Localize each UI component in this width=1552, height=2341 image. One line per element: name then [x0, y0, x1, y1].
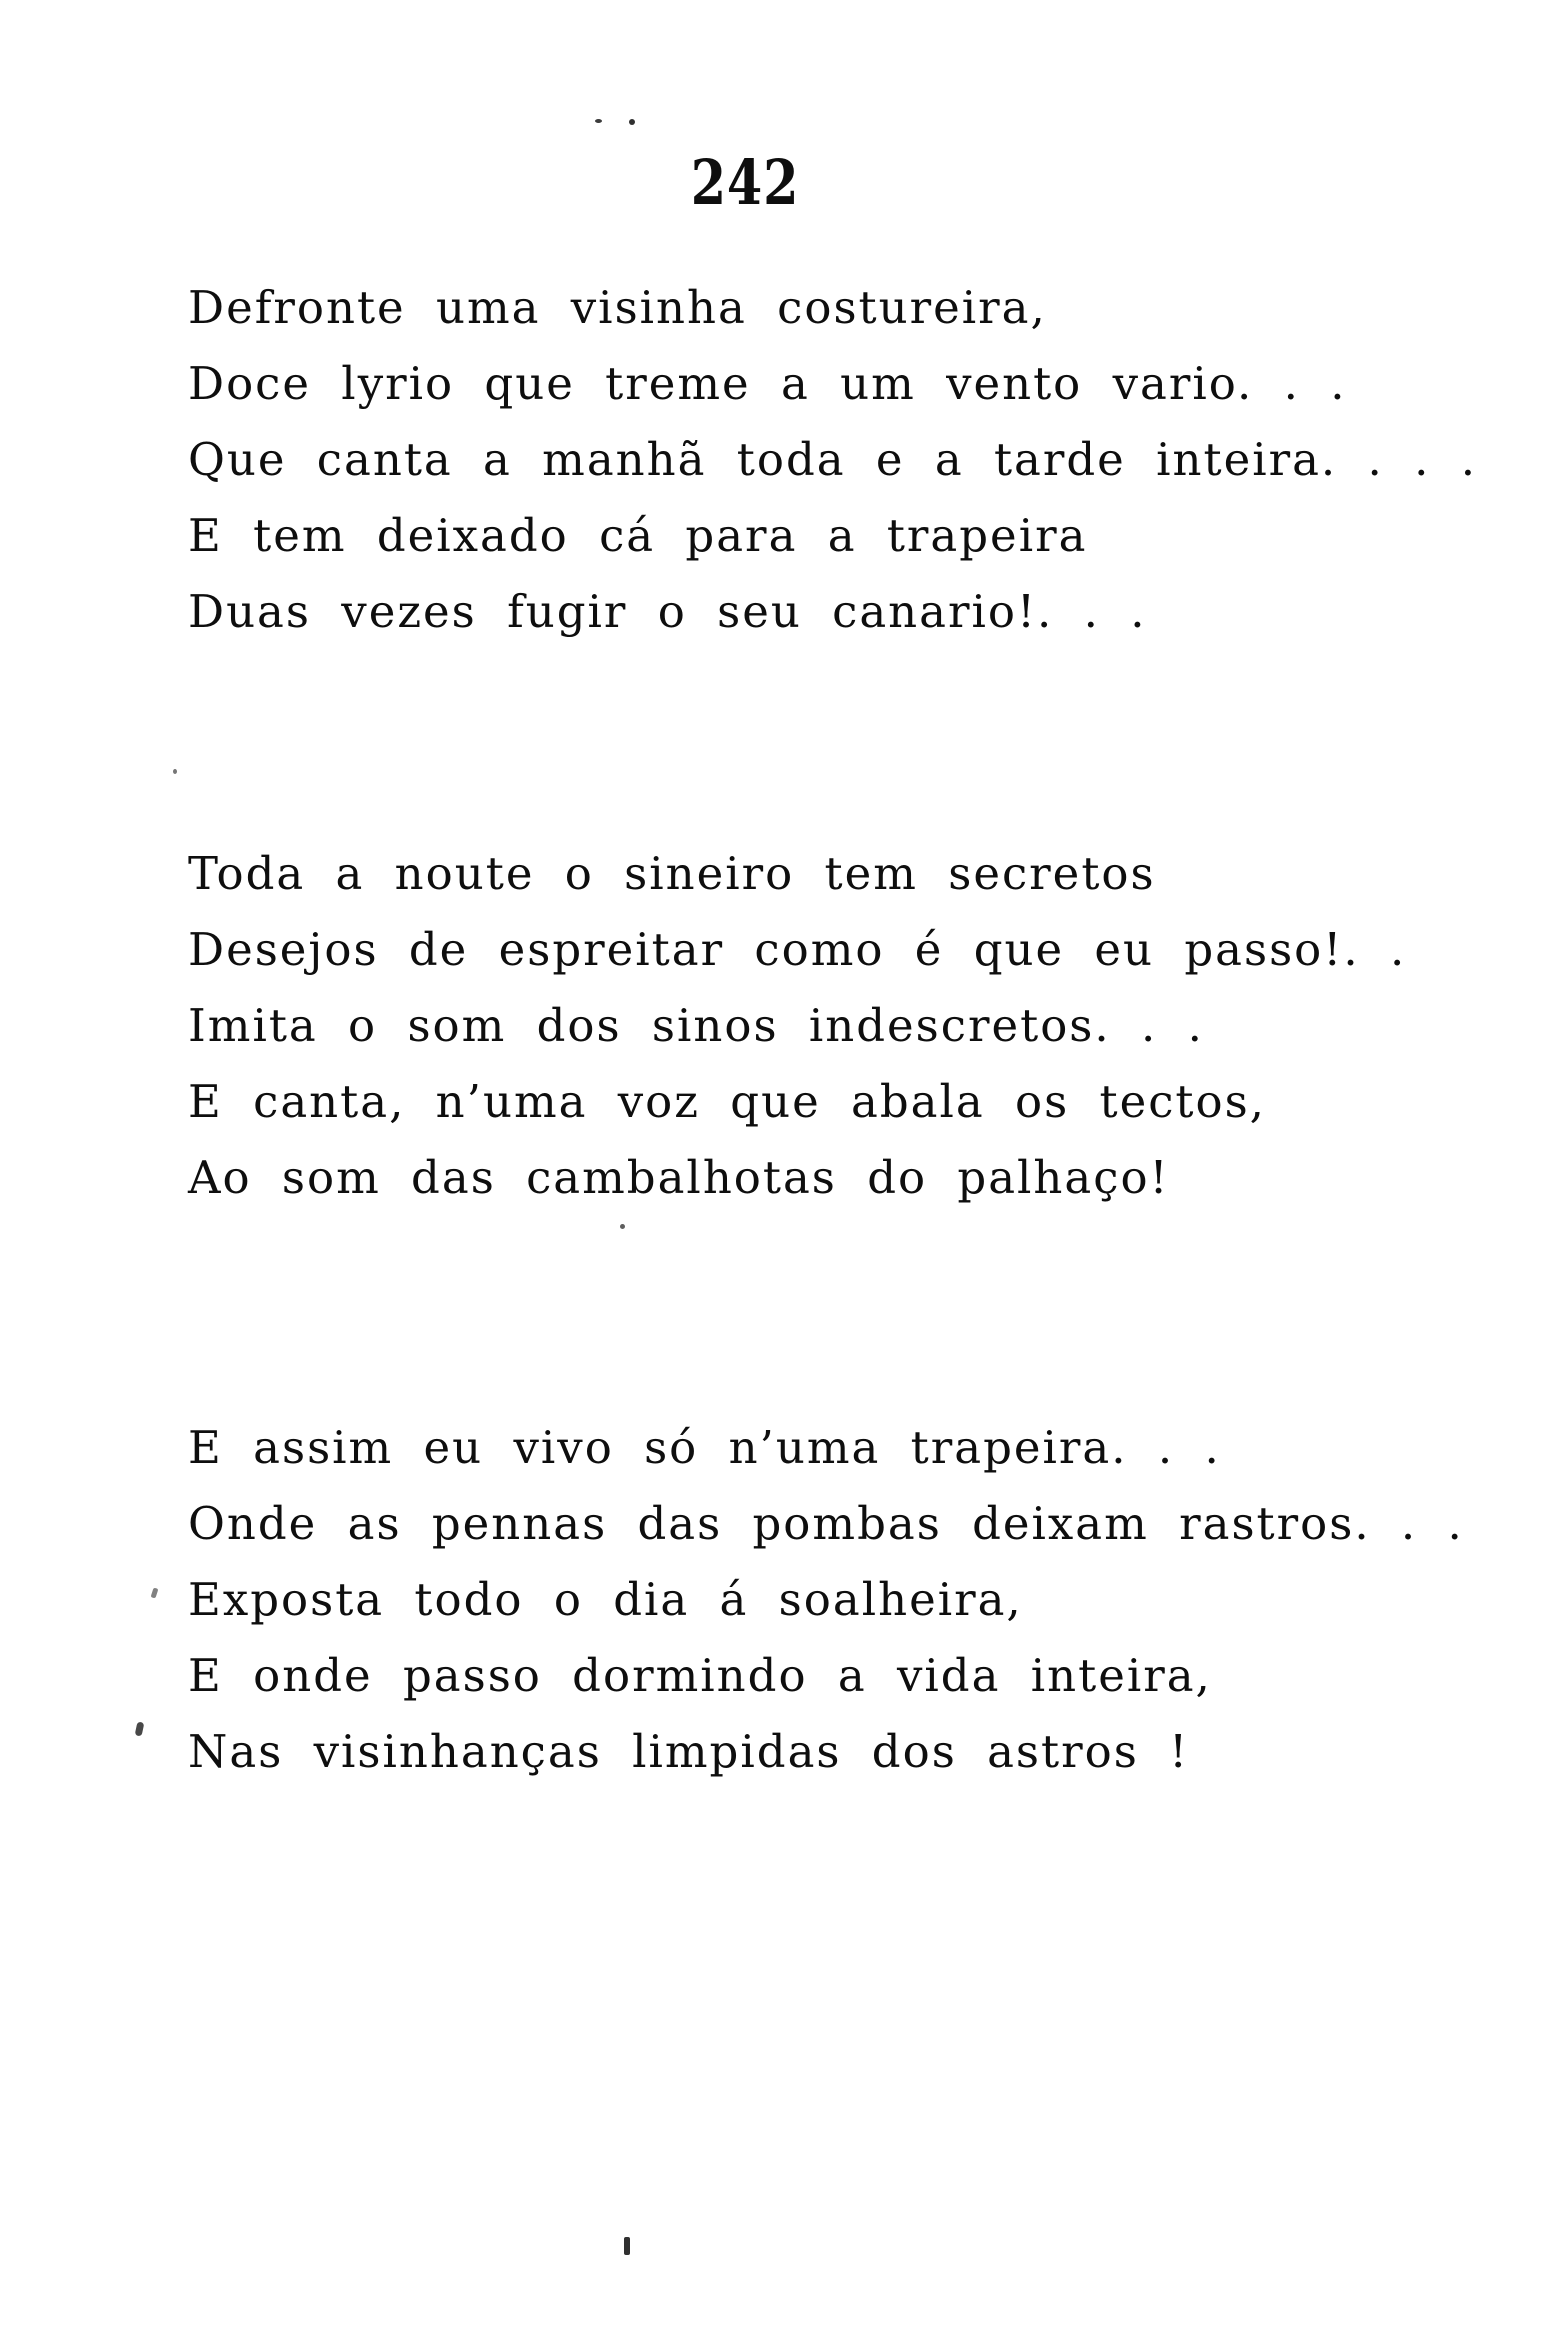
poem-line: Exposta todo o dia á soalheira, — [188, 1573, 1023, 1626]
ink-speck — [595, 119, 602, 123]
poem-line: Ao som das cambalhotas do palhaço! — [188, 1151, 1170, 1204]
ink-speck — [629, 119, 635, 125]
ink-speck — [173, 769, 177, 774]
poem-stanza-1 — [188, 270, 1478, 650]
page-number: 242 — [690, 146, 800, 219]
poem-stanza-3 — [188, 1410, 1464, 1790]
poem-line: E tem deixado cá para a trapeira — [188, 509, 1088, 562]
poem-line: E onde passo dormindo a vida inteira, — [188, 1649, 1212, 1702]
poem-line: Toda a noute o sineiro tem secretos — [188, 847, 1156, 900]
ink-speck — [620, 1224, 625, 1229]
poem-line: Desejos de espreitar como é que eu passo!. . — [188, 923, 1407, 976]
poem-line: Doce lyrio que treme a um vento vario. . . — [188, 357, 1347, 410]
poem-stanza-2 — [188, 836, 1408, 1216]
ink-speck — [624, 2237, 630, 2255]
poem-line: Nas visinhanças limpidas dos astros ! — [188, 1725, 1190, 1778]
poem-line: Que canta a manhã toda e a tarde inteira. . . . — [188, 433, 1478, 486]
ink-speck — [151, 1587, 159, 1598]
poem-line: Onde as pennas das pombas deixam rastros. . . — [188, 1497, 1464, 1550]
poem-line: E canta, n’uma voz que abala os tectos, — [188, 1075, 1266, 1128]
poem-line: E assim eu vivo só n’uma trapeira. . . — [188, 1421, 1221, 1474]
poem-line: Imita o som dos sinos indescretos. . . — [188, 999, 1204, 1052]
poem-line: Defronte uma visinha costureira, — [188, 281, 1047, 334]
poem-line: Duas vezes fugir o seu canario!. . . — [188, 585, 1147, 638]
ink-speck — [135, 1721, 145, 1736]
